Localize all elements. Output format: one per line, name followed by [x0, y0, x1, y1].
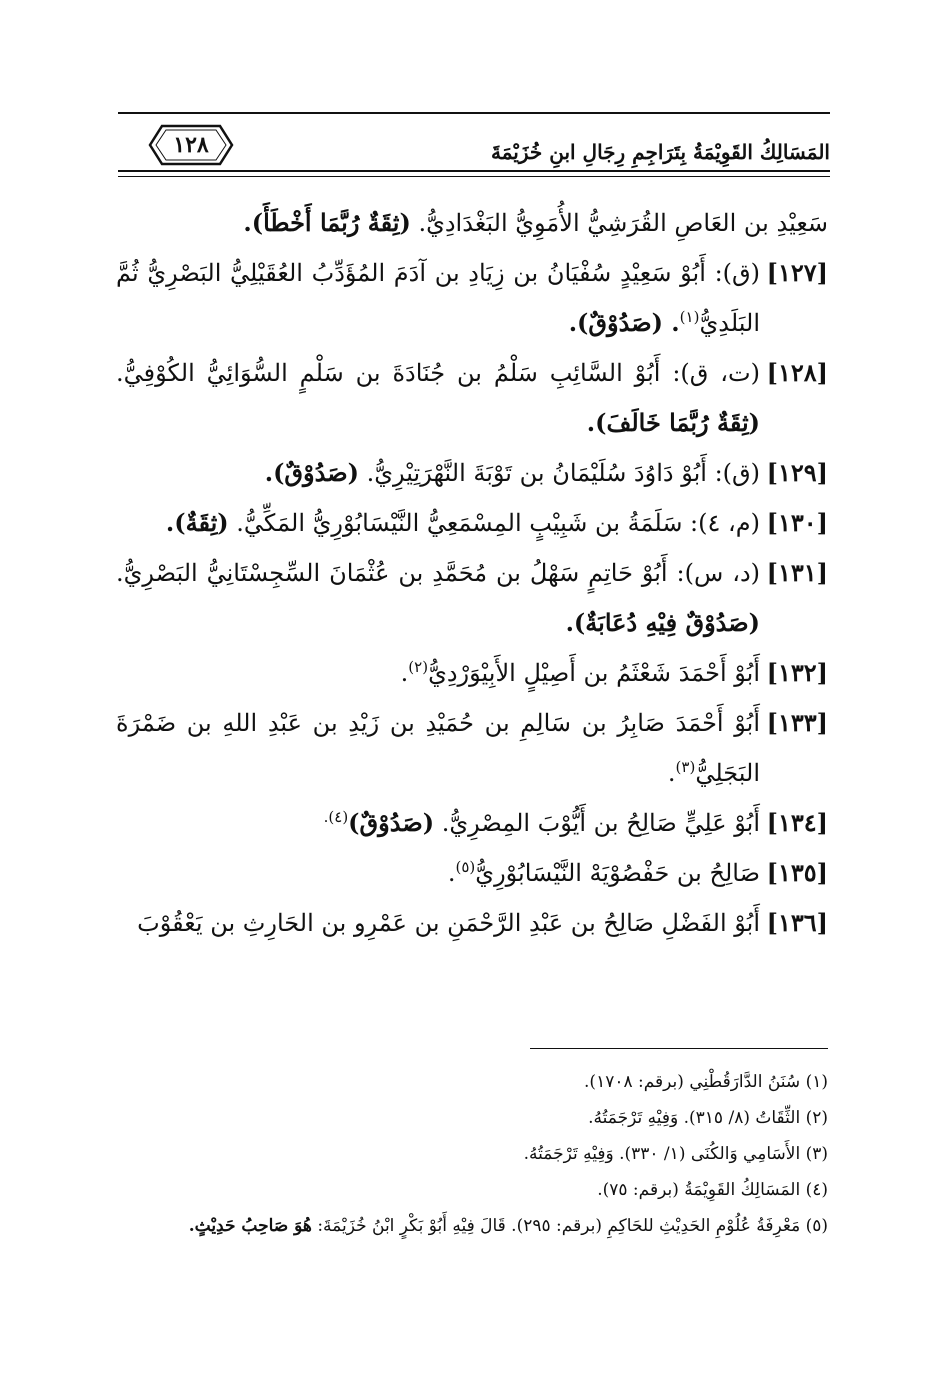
- entry-132: [116, 648, 828, 698]
- entry-text: (د، س): أَبُوْ حَاتِمٍ سَهْلُ بن مُحَمَّدِ بن عُثْمَانَ السِّجِسْتَانِيُّ البَصْرِيُّ.: [116, 559, 760, 587]
- entry-verdict: (صَدُوْقٌ).: [264, 458, 359, 487]
- footnote-ref: (٣): [675, 758, 696, 776]
- page-number-frame: [148, 124, 234, 166]
- entry-end: .: [667, 759, 676, 787]
- entry-number: [١٢٧]: [766, 258, 828, 287]
- footnote-text: (٥) مَعْرِفَةُ عُلُوْمِ الحَدِيْثِ للحَاكِمِ (برقم: ٢٩٥). قَالَ فِيْهِ أَبُوْ بَكْرٍ ابْنُ خُزَيْمَةَ:: [317, 1216, 828, 1236]
- entry-verdict: (ثِقَةٌ).: [165, 508, 229, 537]
- entry-continuation: [116, 198, 828, 248]
- entry-131: [116, 548, 828, 648]
- entry-text: (ت، ق): أَبُوْ السَّائِبِ سَلْمُ بن جُنَادَةَ بن سَلْمٍ السُّوَائِيُّ الكُوْفِيُّ.: [116, 359, 760, 387]
- entry-text: أَبُوْ عَلِيٍّ صَالِحُ بن أَيُّوْبَ المِصْرِيُّ.: [441, 809, 760, 837]
- entry-134: [116, 798, 828, 848]
- entry-text: سَعِيْدِ بن العَاصِ القُرَشِيُّ الأُمَوِيُّ البَغْدَادِيُّ.: [418, 209, 828, 237]
- footnote-4: [116, 1172, 828, 1208]
- entry-text: أَبُوْ أَحْمَدَ شَعْثَمُ بن أَصِيْلٍ الأَبِيْوَرْدِيُّ: [428, 659, 760, 687]
- entry-number: [١٣٥]: [766, 858, 828, 887]
- entry-end: .: [447, 859, 456, 887]
- entry-127: [116, 248, 828, 348]
- entry-number: [١٣٤]: [766, 808, 828, 837]
- entry-text: أَبُوْ أَحْمَدَ صَابِرُ بن سَالِمِ بن حُمَيْدِ بن زَيْدِ بن عَبْدِ اللهِ بن ضَمْرَةَ البَجَلِيُّ: [116, 709, 760, 787]
- entry-text: (ق): أَبُوْ دَاوُدَ سُلَيْمَانُ بن تَوْبَةَ النَّهْرَتِيْرِيُّ.: [366, 459, 760, 487]
- entry-text: أَبُوْ الفَضْلِ صَالِحُ بن عَبْدِ الرَّحْمَنِ بن عَمْرِو بن الحَارِثِ بن يَعْقُوْبَ: [137, 909, 760, 937]
- entry-number: [١٣٢]: [766, 658, 828, 687]
- entry-text: صَالِحُ بن حَفْصُوْيَهْ النَّيْسَابُوْرِيُّ: [475, 859, 760, 887]
- entry-number: [١٣١]: [766, 558, 828, 587]
- entry-130: [116, 498, 828, 548]
- header-rules-bottom: [118, 170, 830, 181]
- entry-number: [١٢٩]: [766, 458, 828, 487]
- footnote-text: (٢) الثِّقَاتُ (٨/ ٣١٥). وَفِيْهِ تَرْجَمَتُهُ.: [588, 1108, 828, 1128]
- page-number: ١٢٨: [173, 132, 209, 158]
- footnote-ref: (٤).: [323, 808, 349, 826]
- entry-number: [١٣٦]: [766, 908, 828, 937]
- footnote-ref: (٢): [408, 658, 429, 676]
- entry-135: [116, 848, 828, 898]
- footnote-3: [116, 1136, 828, 1172]
- footnotes: [116, 1064, 828, 1244]
- entry-129: [116, 448, 828, 498]
- page-body: [116, 198, 828, 948]
- entry-verdict: (صَدُوْقٌ): [348, 808, 435, 837]
- entry-end: .: [400, 659, 409, 687]
- entry-136: [116, 898, 828, 948]
- footnote-ref: (٥): [455, 858, 476, 876]
- footnote-text: (١) سُنَنُ الدَّارَقُطْنِي (برقم: ١٧٠٨).: [584, 1072, 828, 1092]
- entry-number: [١٣٣]: [766, 708, 828, 737]
- footnote-text: (٤) المَسَالِكُ القَوِيْمَةُ (برقم: ٧٥).: [597, 1180, 828, 1200]
- entry-verdict: . (صَدُوْقٌ).: [568, 308, 680, 337]
- entry-verdict: (ثِقَةٌ رُبَّمَا أَخْطَأَ).: [243, 208, 411, 237]
- entry-text: (م، ٤): سَلَمَةُ بن شَبِيْبٍ المِسْمَعِيُّ النَّيْسَابُوْرِيُّ المَكِّيُّ.: [236, 509, 760, 537]
- entry-verdict: (ثِقَةٌ رُبَّمَا خَالَفَ).: [586, 408, 760, 437]
- running-title: المَسَالِكُ القَوِيْمَةُ بِتَرَاجِمِ رِجَالِ ابنِ خُزَيْمَةَ: [491, 140, 830, 164]
- footnote-text: (٣) الأَسَامِي وَالكُنَى (١/ ٣٣٠). وَفِيْهِ تَرْجَمَتُهُ.: [523, 1144, 828, 1164]
- footnote-quote: هُوَ صَاحِبُ حَدِيْثٍ.: [188, 1216, 312, 1236]
- footnote-1: [116, 1064, 828, 1100]
- footnote-separator: [530, 1048, 828, 1049]
- footnote-ref: (١): [679, 308, 700, 326]
- entry-number: [١٢٨]: [766, 358, 828, 387]
- page-header: [118, 112, 830, 184]
- entry-128: [116, 348, 828, 448]
- entry-text: (ق): أَبُوْ سَعِيْدٍ سُفْيَانُ بن زِيَادِ بن آدَمَ المُؤَدِّبُ العُقَيْلِيُّ البَصْرِيُّ ثُمَّ البَلَدِيُّ: [116, 259, 760, 337]
- header-rule-top: [118, 112, 830, 114]
- footnote-5: [116, 1208, 828, 1244]
- entry-133: [116, 698, 828, 798]
- entry-verdict: (صَدُوْقٌ فِيْهِ دُعَابَةٌ).: [565, 608, 760, 637]
- footnote-2: [116, 1100, 828, 1136]
- entry-number: [١٣٠]: [766, 508, 828, 537]
